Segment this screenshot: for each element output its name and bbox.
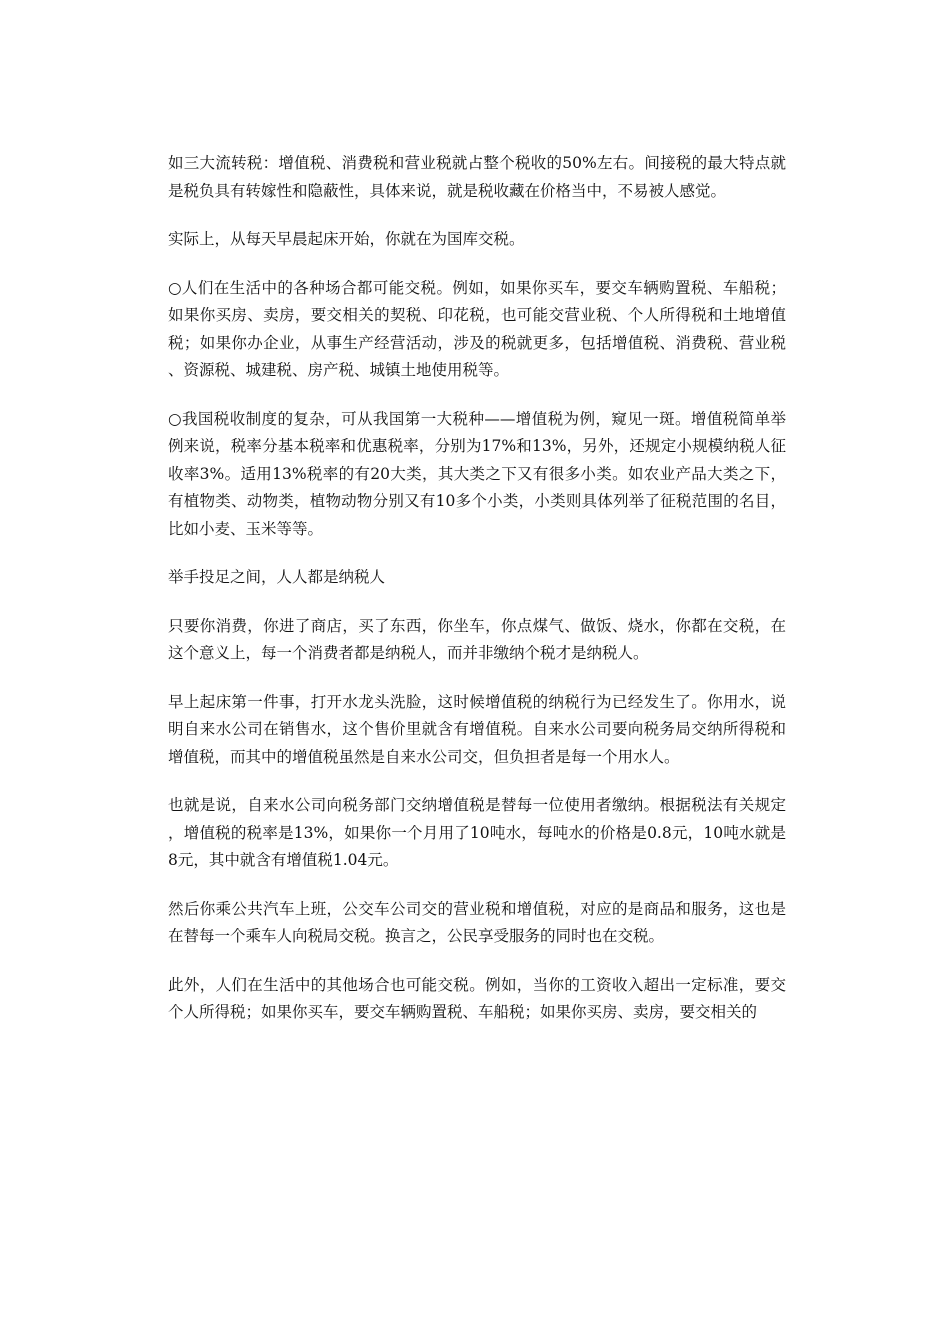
paragraph: 早上起床第一件事，打开水龙头洗脸，这时候增值税的纳税行为已经发生了。你用水，说明自来水公司在销售水，这个售价里就含有增值税。自来水公司要向税务局交纳所得税和增值税，而其中的增值税虽然是自来水公司交，但负担者是每一个用水人。 [168,692,786,766]
paragraph: 也就是说，自来水公司向税务部门交纳增值税是替每一位使用者缴纳。根据税法有关规定，增值税的税率是13%，如果你一个月用了10吨水，每吨水的价格是0.8元，10吨水就是8元，其中就含有增值税1.04元。 [168,796,786,869]
paragraph: 如三大流转税：增值税、消费税和营业税就占整个税收的50%左右。间接税的最大特点就是税负具有转嫁性和隐蔽性，具体来说，就是税收藏在价格当中，不易被人感觉。 [168,154,786,200]
paragraph: 然后你乘公共汽车上班，公交车公司交的营业税和增值税，对应的是商品和服务，这也是在替每一个乘车人向税局交税。换言之，公民享受服务的同时也在交税。 [168,899,786,945]
section-heading: 举手投足之间，人人都是纳税人 [168,568,386,586]
document-body [168,150,786,1048]
paragraph: ○人们在生活中的各种场合都可能交税。例如，如果你买车，要交车辆购置税、车船税；如果你买房、卖房，要交相关的契税、印花税，也可能交营业税、个人所得税和土地增值税；如果你办企业，从事生产经营活动，涉及的税就更多，包括增值税、消费税、营业税、资源税、城建税、房产税、城镇土地使用税等。 [168,278,786,379]
paragraph: 只要你消费，你进了商店，买了东西，你坐车，你点煤气、做饭、烧水，你都在交税，在这个意义上，每一个消费者都是纳税人，而并非缴纳个税才是纳税人。 [168,616,786,662]
paragraph: 此外，人们在生活中的其他场合也可能交税。例如，当你的工资收入超出一定标准，要交个人所得税；如果你买车，要交车辆购置税、车船税；如果你买房、卖房，要交相关的 [168,975,786,1021]
paragraph: 实际上，从每天早晨起床开始，你就在为国库交税。 [168,230,525,248]
paragraph: ○我国税收制度的复杂，可从我国第一大税种——增值税为例，窥见一斑。增值税简单举例来说，税率分基本税率和优惠税率，分别为17%和13%，另外，还规定小规模纳税人征收率3%。适用13%税率的有20大类，其大类之下又有很多小类。如农业产品大类之下，有植物类、动物类，植物动物分别又有10多个小类，小类则具体列举了征税范围的名目，比如小麦、玉米等等。 [168,409,786,538]
